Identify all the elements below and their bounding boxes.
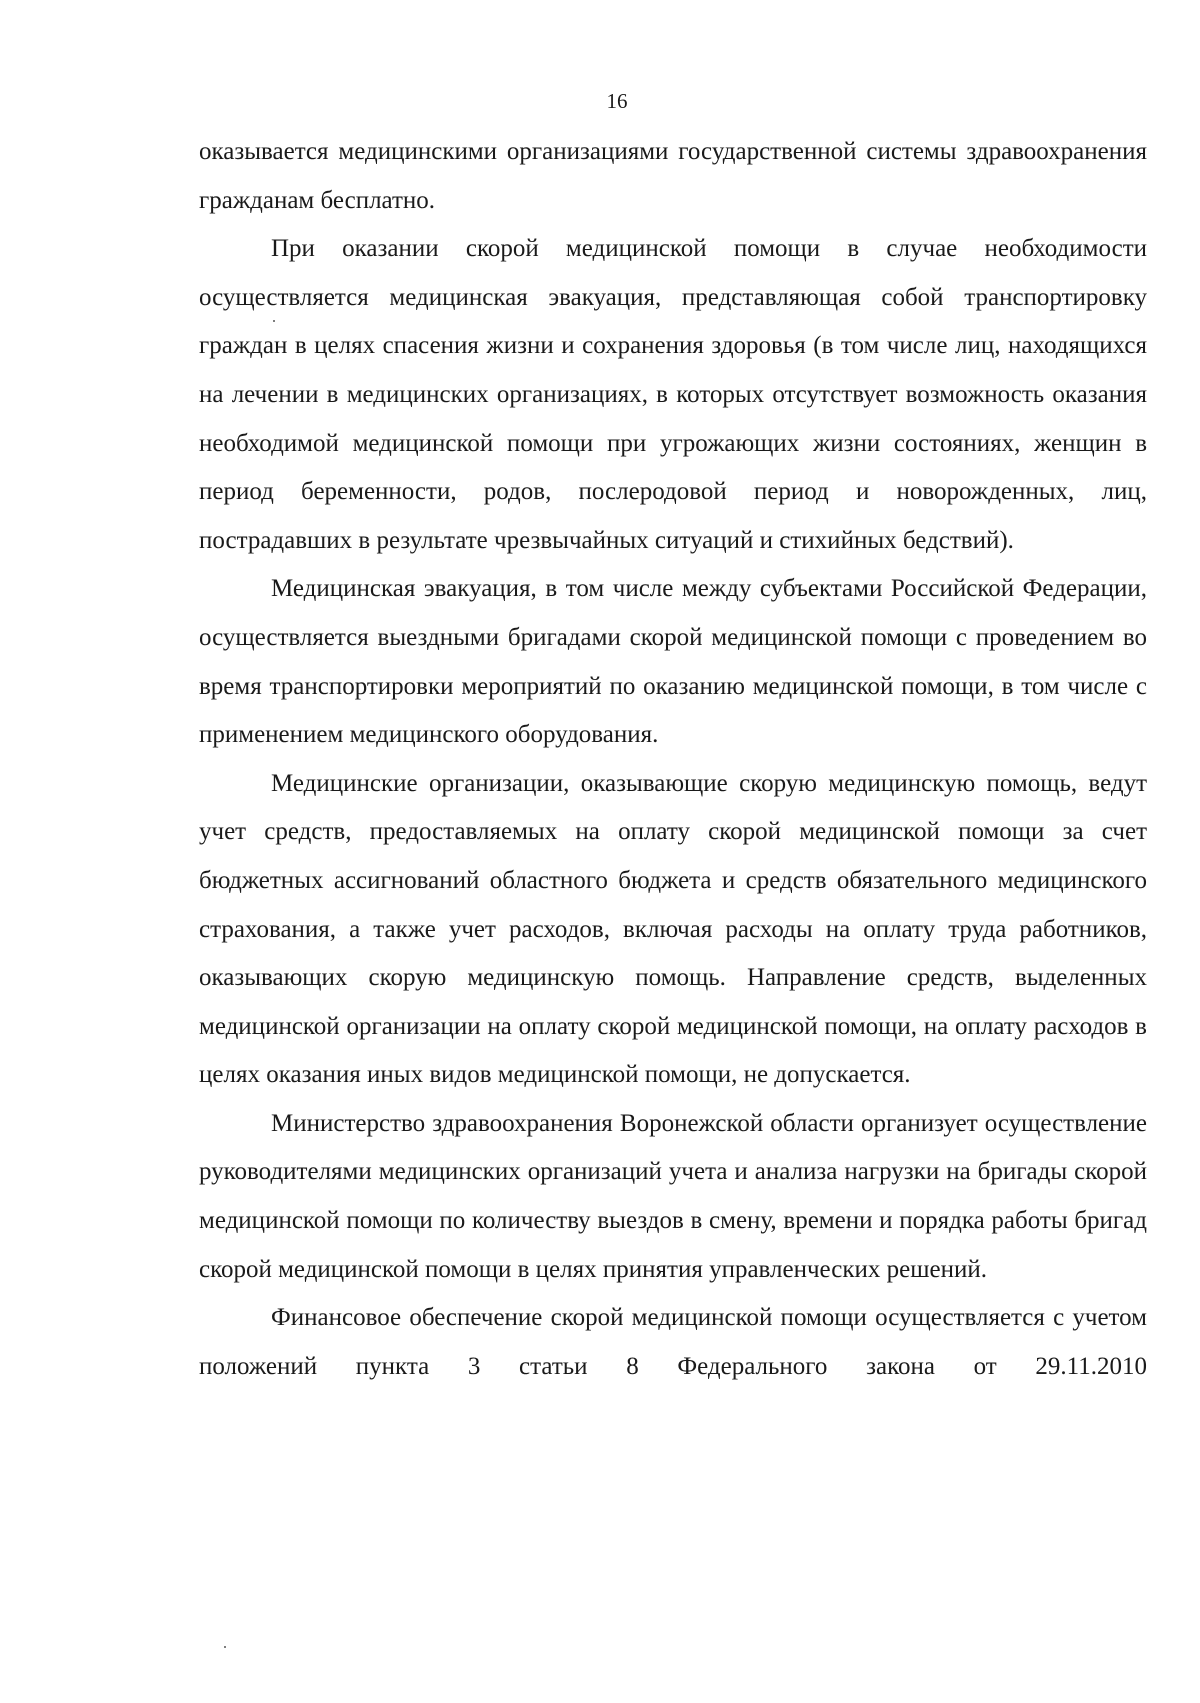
page-number: 16	[606, 89, 628, 113]
paragraph-financial-provision: Финансовое обеспечение скорой медицинской помощи осуществляется с учетом положений пункта 3 статьи 8 Федерального закона от 29.11.2010	[199, 1304, 1147, 1380]
scan-speck	[273, 320, 275, 322]
document-body	[199, 128, 1147, 1391]
paragraph-funds-accounting: Медицинские организации, оказывающие скорую медицинскую помощь, ведут учет средств, предоставляемых на оплату скорой медицинской помощи за счет бюджетных ассигнований областного бюджета и средств обязательного медицинского страхования, а также учет расходов, включая расходы на оплату труда работников, оказывающих скорую медицинскую помощь. Направление средств, выделенных медицинской организации на оплату скорой медицинской помощи, на оплату расходов в целях оказания иных видов медицинской помощи, не допускается.	[199, 769, 1147, 1089]
scan-speck	[224, 1646, 226, 1648]
paragraph-evacuation-between-regions: Медицинская эвакуация, в том числе между субъектами Российской Федерации, осуществляется выездными бригадами скорой медицинской помощи с проведением во время транспортировки мероприятий по оказанию медицинской помощи, в том числе с применением медицинского оборудования.	[199, 575, 1147, 749]
paragraph-ministry-analysis: Министерство здравоохранения Воронежской области организует осуществление руководителями медицинских организаций учета и анализа нагрузки на бригады скорой медицинской помощи по количеству выездов в смену, времени и порядка работы бригад скорой медицинской помощи в целях принятия управленческих решений.	[199, 1109, 1147, 1283]
paragraph-continuation: оказывается медицинскими организациями государственной системы здравоохранения гражданам бесплатно.	[199, 138, 1147, 214]
paragraph-medical-evacuation-definition: При оказании скорой медицинской помощи в случае необходимости осуществляется медицинская эвакуация, представляющая собой транспортировку граждан в целях спасения жизни и сохранения здоровья (в том числе лиц, находящихся на лечении в медицинских организациях, в которых отсутствует возможность оказания необходимой медицинской помощи при угрожающих жизни состояниях, женщин в период беременности, родов, послеродовой период и новорожденных, лиц, пострадавших в результате чрезвычайных ситуаций и стихийных бедствий).	[199, 235, 1147, 554]
